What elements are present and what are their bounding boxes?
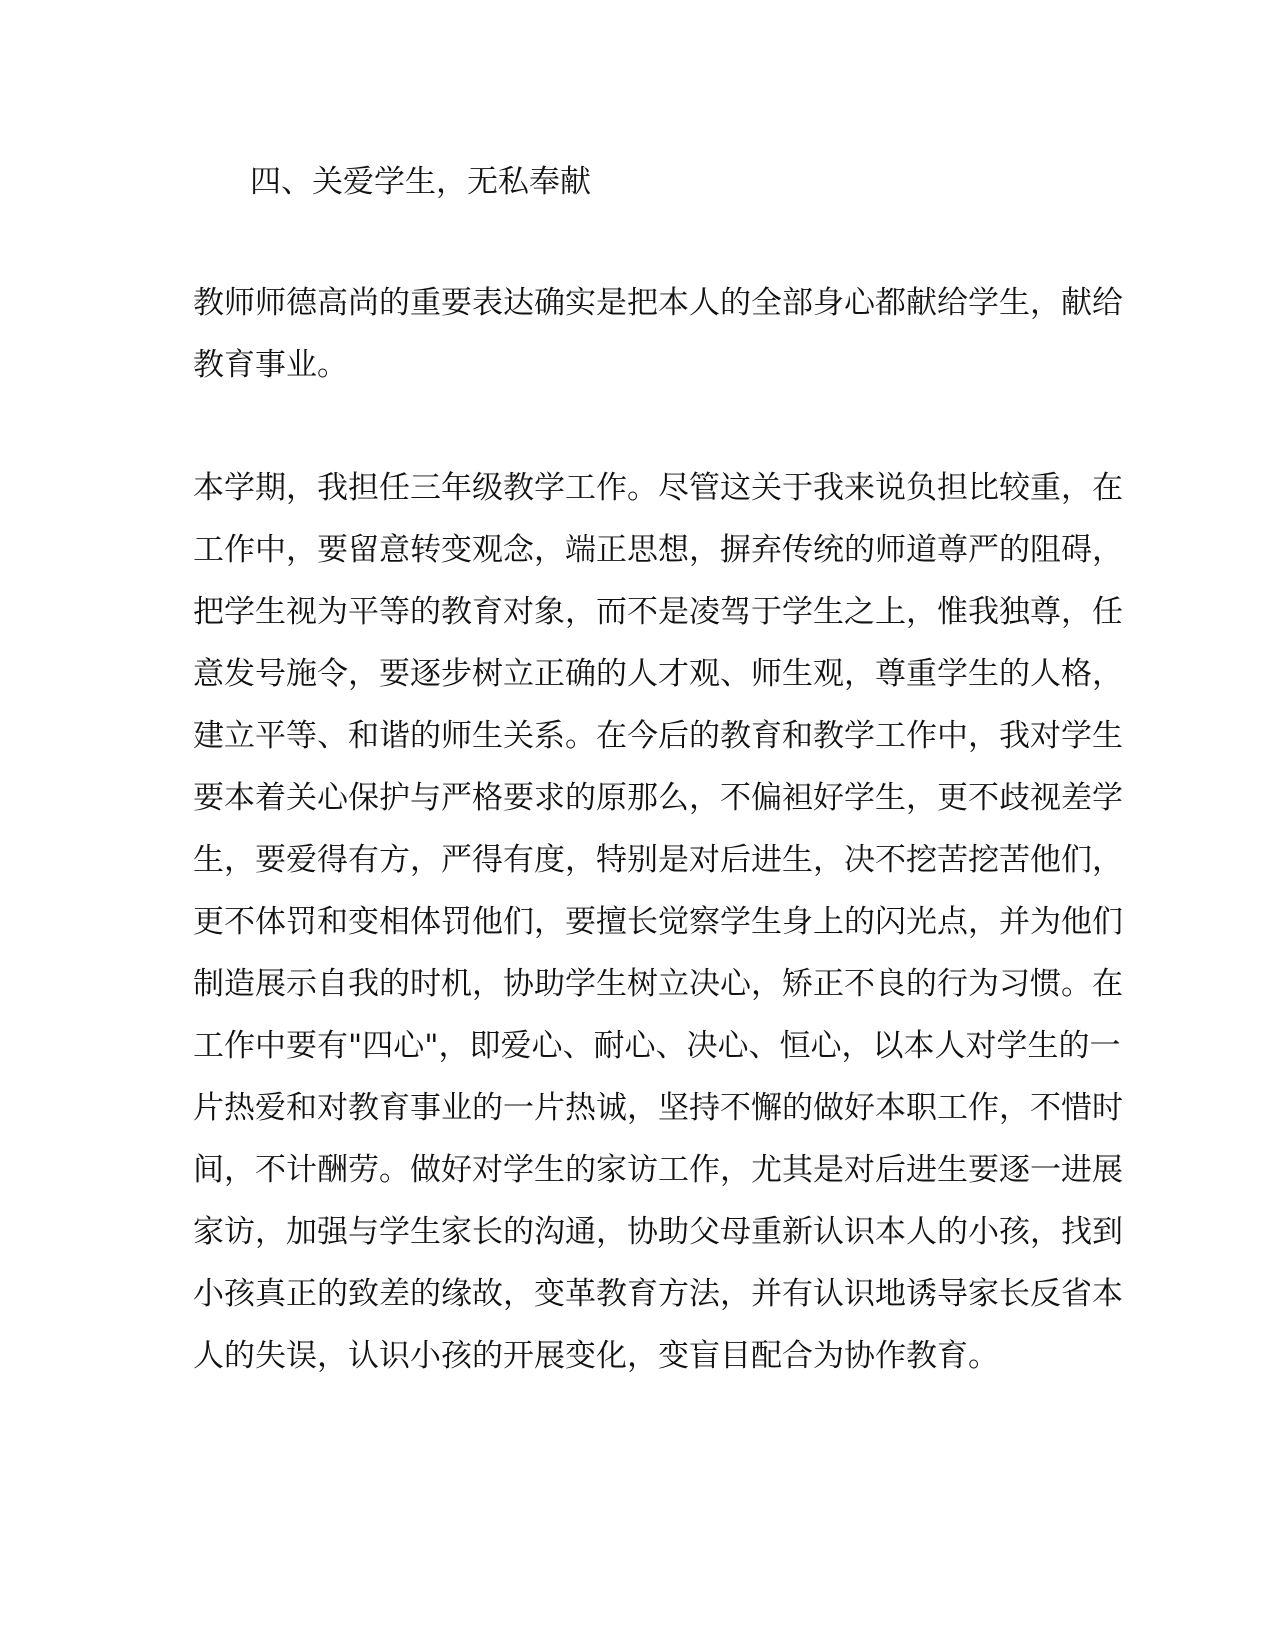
paragraph-2-line-3: 把学生视为平等的教育对象，而不是凌驾于学生之上，惟我独尊，任 xyxy=(193,594,1123,630)
paragraph-2-line-13: 家访，加强与学生家长的沟通，协助父母重新认识本人的小孩，找到 xyxy=(193,1214,1123,1250)
paragraph-2-line-10: 工作中要有"四心"，即爱心、耐心、决心、恒心，以本人对学生的一 xyxy=(193,1028,1121,1064)
section-heading: 四、关爱学生，无私奉献 xyxy=(250,164,591,200)
paragraph-2-line-2: 工作中，要留意转变观念，端正思想，摒弃传统的师道尊严的阻碍， xyxy=(193,532,1123,568)
paragraph-2-line-9: 制造展示自我的时机，协助学生树立决心，矫正不良的行为习惯。在 xyxy=(193,966,1123,1002)
paragraph-2-line-15: 人的失误，认识小孩的开展变化，变盲目配合为协作教育。 xyxy=(193,1338,999,1374)
paragraph-2-line-8: 更不体罚和变相体罚他们，要擅长觉察学生身上的闪光点，并为他们 xyxy=(193,904,1123,940)
paragraph-2-line-7: 生，要爱得有方，严得有度，特别是对后进生，决不挖苦挖苦他们， xyxy=(193,842,1123,878)
paragraph-2-line-12: 间，不计酬劳。做好对学生的家访工作，尤其是对后进生要逐一进展 xyxy=(193,1152,1123,1188)
paragraph-1-line-1: 教师师德高尚的重要表达确实是把本人的全部身心都献给学生，献给 xyxy=(193,285,1123,321)
paragraph-2-line-1: 本学期，我担任三年级教学工作。尽管这关于我来说负担比较重，在 xyxy=(193,470,1123,506)
paragraph-2-line-11: 片热爱和对教育事业的一片热诚，坚持不懈的做好本职工作，不惜时 xyxy=(193,1090,1123,1126)
paragraph-2-line-4: 意发号施令，要逐步树立正确的人才观、师生观，尊重学生的人格， xyxy=(193,656,1123,692)
paragraph-2-line-5: 建立平等、和谐的师生关系。在今后的教育和教学工作中，我对学生 xyxy=(193,718,1123,754)
paragraph-2-line-6: 要本着关心保护与严格要求的原那么，不偏袒好学生，更不歧视差学 xyxy=(193,780,1123,816)
paragraph-1-line-2: 教育事业。 xyxy=(193,347,348,383)
paragraph-2-line-14: 小孩真正的致差的缘故，变革教育方法，并有认识地诱导家长反省本 xyxy=(193,1276,1123,1312)
